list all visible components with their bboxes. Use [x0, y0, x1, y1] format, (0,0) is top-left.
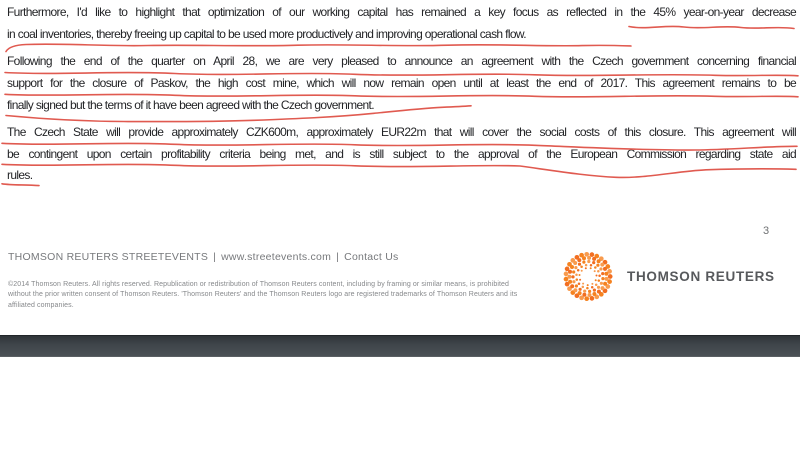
logo-dot — [590, 267, 592, 269]
logo-dot — [596, 275, 598, 277]
logo-dot — [579, 288, 582, 291]
footer-separator: | — [336, 251, 340, 263]
logo-dot — [564, 272, 569, 277]
logo-dot — [597, 270, 600, 273]
logo-dot — [592, 292, 596, 296]
logo-dot — [586, 287, 589, 290]
logo-dot — [573, 288, 577, 292]
logo-dot — [578, 263, 581, 266]
logo-dot — [601, 286, 605, 290]
logo-dot — [576, 278, 579, 281]
logo-dot — [587, 256, 591, 260]
logo-dot — [585, 267, 587, 269]
logo-dot — [590, 252, 595, 257]
logo-dot — [577, 269, 580, 272]
logo-dot — [582, 286, 585, 289]
streetevents-brand-label: THOMSON REUTERS STREETEVENTS — [8, 251, 209, 263]
logo-dot — [585, 264, 588, 267]
logo-dot — [597, 286, 600, 289]
logo-dot — [567, 275, 571, 279]
logo-dot — [575, 284, 578, 287]
paragraph-czech-state-funding — [7, 122, 796, 187]
logo-dot — [581, 270, 583, 272]
logo-dot — [603, 282, 607, 286]
logo-dot — [568, 270, 572, 274]
logo-dot — [597, 259, 601, 263]
logo-dot — [601, 272, 604, 275]
logo-dot — [591, 283, 593, 285]
logo-dot — [571, 275, 574, 278]
contact-us-link[interactable]: Contact Us — [344, 251, 399, 263]
document-line: Following the end of the quarter on April 28, we are very pleased to announce an agreement with the Czech government concerning financial — [7, 54, 796, 69]
logo-dot — [601, 277, 604, 280]
logo-dot — [600, 282, 603, 285]
logo-dot — [568, 280, 572, 284]
logo-dot — [578, 283, 581, 286]
logo-dot — [584, 252, 589, 257]
document-line: support for the closure of Paskov, the high cost mine, which will now remain open until at least the end of 2017. This agreement remains to be — [7, 75, 796, 90]
logo-dot — [574, 266, 577, 269]
logo-dot — [596, 264, 599, 267]
thomson-reuters-logo-icon — [560, 249, 616, 305]
logo-dot — [573, 261, 577, 265]
copyright-line: affiliated companies. — [8, 301, 74, 309]
document-line: in coal inventories, thereby freeing up capital to be used more productively and improving operational cash flow. — [7, 26, 526, 41]
logo-dot — [592, 261, 595, 264]
logo-dot — [605, 277, 609, 281]
logo-dot — [597, 290, 601, 294]
logo-dot — [598, 279, 601, 282]
logo-dot — [587, 284, 589, 286]
logo-dot — [579, 274, 581, 276]
copyright-line: without the prior written consent of Thomson Reuters. 'Thomson Reuters' and the Thomson Reuters logo are registered trademarks of Thomson Reuters and its — [8, 291, 518, 299]
logo-dot — [578, 291, 582, 295]
paragraph-working-capital — [7, 2, 796, 45]
logo-dot — [584, 296, 589, 301]
logo-dot — [604, 272, 608, 276]
document-line: rules. — [7, 168, 33, 183]
streetevents-url-link[interactable]: www.streetevents.com — [221, 251, 332, 263]
logo-dot — [600, 263, 604, 267]
logo-dot — [582, 283, 584, 285]
logo-dot — [598, 275, 601, 278]
paragraph-paskov-agreement — [7, 51, 796, 116]
document-line: Furthermore, I'd like to highlight that optimization of our working capital has remained a key focus as reflected in the 45% year-on-year decrease — [7, 5, 796, 19]
footer-separator: | — [213, 251, 217, 263]
logo-dot — [582, 261, 585, 264]
page-separator-bar — [0, 335, 800, 357]
footer-brand-line — [8, 251, 399, 263]
logo-dot — [587, 260, 590, 263]
logo-dot — [595, 279, 597, 281]
logo-dot — [570, 284, 574, 288]
document-line: be contingent upon certain profitability criteria being met, and is still subject to the approval of the European Commission regarding state aid — [7, 146, 796, 161]
logo-dot — [595, 283, 598, 286]
page-number: 3 — [763, 225, 770, 237]
next-page-top — [0, 357, 800, 450]
logo-dot — [582, 256, 586, 260]
thomson-reuters-wordmark: THOMSON REUTERS — [627, 269, 775, 284]
logo-dot — [572, 270, 575, 273]
copyright-line: ©2014 Thomson Reuters. All rights reserved. Republication or redistribution of Thomson Reuters content, including by framing or similar means, is prohibited — [8, 281, 510, 288]
logo-dot — [580, 266, 583, 269]
logo-dot — [592, 257, 596, 261]
logo-dot — [594, 270, 596, 272]
logo-dot — [577, 258, 581, 262]
logo-dot — [575, 273, 578, 276]
logo-dot — [572, 280, 575, 283]
logo-dot — [588, 290, 591, 293]
logo-dot — [588, 293, 592, 297]
document-line: The Czech State will provide approximately CZK600m, approximately EUR22m that will cover the social costs of this closure. This agreement will — [7, 125, 796, 140]
logo-dot — [603, 267, 607, 271]
document-line: finally signed but the terms of it have been agreed with the Czech government. — [7, 97, 374, 112]
document-body — [7, 2, 796, 193]
logo-dot — [583, 290, 586, 293]
logo-dot — [590, 264, 593, 267]
logo-dot — [579, 279, 581, 281]
copyright-notice — [8, 280, 517, 311]
logo-dot — [591, 286, 594, 289]
logo-dot — [599, 267, 602, 270]
logo-dot — [594, 266, 597, 269]
logo-dot — [593, 289, 596, 292]
logo-dot — [582, 293, 586, 297]
logo-dot — [570, 265, 574, 269]
logo-dot — [608, 274, 613, 279]
